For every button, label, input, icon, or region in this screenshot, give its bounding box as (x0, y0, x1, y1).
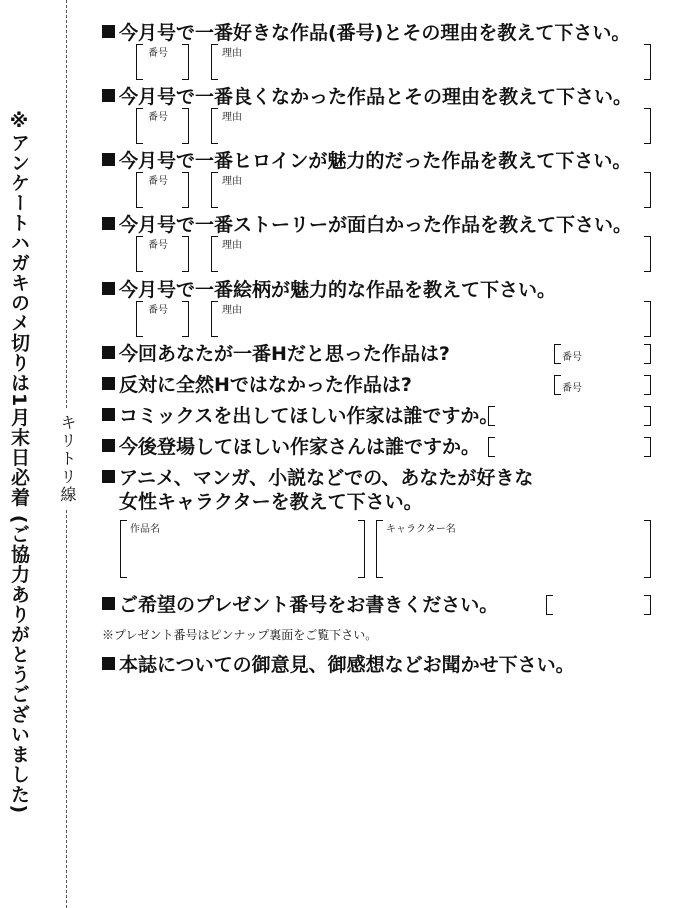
reason-label: 理由 (222, 176, 242, 187)
question-9: 今後登場してほしい作家さんは誰ですか。 (102, 436, 480, 458)
number-label: 番号 (148, 240, 168, 251)
number-bracket-close (644, 344, 651, 364)
question-7: 反対に全然Hではなかった作品は? (102, 374, 412, 396)
number-bracket-open (136, 236, 143, 272)
reason-bracket-open (211, 108, 218, 144)
number-label: 番号 (148, 305, 168, 316)
number-bracket-open (554, 375, 561, 395)
character-name-label: キャラクター名 (386, 524, 456, 535)
present-bracket-close (644, 595, 651, 615)
number-bracket-open (136, 44, 143, 80)
number-bracket-open (136, 172, 143, 208)
square-bullet-icon (102, 377, 115, 390)
number-label: 番号 (148, 48, 168, 59)
number-bracket-close (182, 44, 189, 80)
character-name-bracket-open (376, 520, 383, 578)
square-bullet-icon (102, 217, 115, 230)
question-6: 今回あなたが一番Hだと思った作品は? (102, 343, 450, 365)
square-bullet-icon (102, 25, 115, 38)
reason-bracket-close (644, 236, 651, 272)
question-10: アニメ、マンガ、小説などでの、あなたが好きな (102, 467, 533, 489)
question-3: 今月号で一番ヒロインが魅力的だった作品を教えて下さい。 (102, 150, 631, 172)
reason-bracket-open (211, 44, 218, 80)
reason-label: 理由 (222, 240, 242, 251)
reason-bracket-open (211, 172, 218, 208)
reason-label: 理由 (222, 305, 242, 316)
deadline-note: ※アンケートハガキのメ切りは1月末日必着 (ご協力ありがとうございました) (8, 110, 30, 815)
question-11: ご希望のプレゼント番号をお書きください。 (102, 594, 498, 616)
question-1: 今月号で一番好きな作品(番号)とその理由を教えて下さい。 (102, 22, 630, 44)
question-8: コミックスを出してほしい作家は誰ですか。 (102, 405, 498, 427)
question-2: 今月号で一番良くなかった作品とその理由を教えて下さい。 (102, 86, 632, 108)
square-bullet-icon (102, 408, 115, 421)
square-bullet-icon (102, 597, 115, 610)
number-bracket-close (182, 172, 189, 208)
square-bullet-icon (102, 346, 115, 359)
number-label: 番号 (562, 352, 582, 363)
reason-label: 理由 (222, 112, 242, 123)
number-bracket-close (644, 375, 651, 395)
square-bullet-icon (102, 657, 115, 670)
number-bracket-open (554, 344, 561, 364)
question-4: 今月号で一番ストーリーが面白かった作品を教えて下さい。 (102, 214, 632, 236)
square-bullet-icon (102, 89, 115, 102)
reason-bracket-open (211, 236, 218, 272)
present-note: ※プレゼント番号はピンナップ裏面をご覧下さい。 (102, 628, 378, 642)
square-bullet-icon (102, 470, 115, 483)
cut-line-label: キリトリ線 (56, 410, 78, 508)
reason-bracket-close (644, 172, 651, 208)
number-label: 番号 (148, 176, 168, 187)
square-bullet-icon (102, 153, 115, 166)
number-label: 番号 (562, 383, 582, 394)
work-name-bracket-open (120, 520, 127, 578)
present-bracket-open (546, 595, 553, 615)
reason-bracket-open (211, 301, 218, 337)
number-label: 番号 (148, 112, 168, 123)
square-bullet-icon (102, 439, 115, 452)
answer-bracket-close (644, 406, 651, 426)
character-name-bracket-close (644, 520, 651, 578)
reason-bracket-close (644, 301, 651, 337)
reason-label: 理由 (222, 48, 242, 59)
answer-bracket-open (488, 406, 495, 426)
reason-bracket-close (644, 108, 651, 144)
reason-bracket-close (644, 44, 651, 80)
answer-bracket-open (488, 437, 495, 457)
number-bracket-close (182, 301, 189, 337)
work-name-label: 作品名 (130, 524, 160, 535)
question-5: 今月号で一番絵柄が魅力的な作品を教えて下さい。 (102, 279, 556, 301)
question-10-line-2: 女性キャラクターを教えて下さい。 (119, 491, 423, 513)
answer-bracket-close (644, 437, 651, 457)
question-12: 本誌についての御意見、御感想などお聞かせ下さい。 (102, 654, 575, 676)
number-bracket-open (136, 108, 143, 144)
number-bracket-open (136, 301, 143, 337)
number-bracket-close (182, 108, 189, 144)
work-name-bracket-close (358, 520, 365, 578)
square-bullet-icon (102, 282, 115, 295)
number-bracket-close (182, 236, 189, 272)
